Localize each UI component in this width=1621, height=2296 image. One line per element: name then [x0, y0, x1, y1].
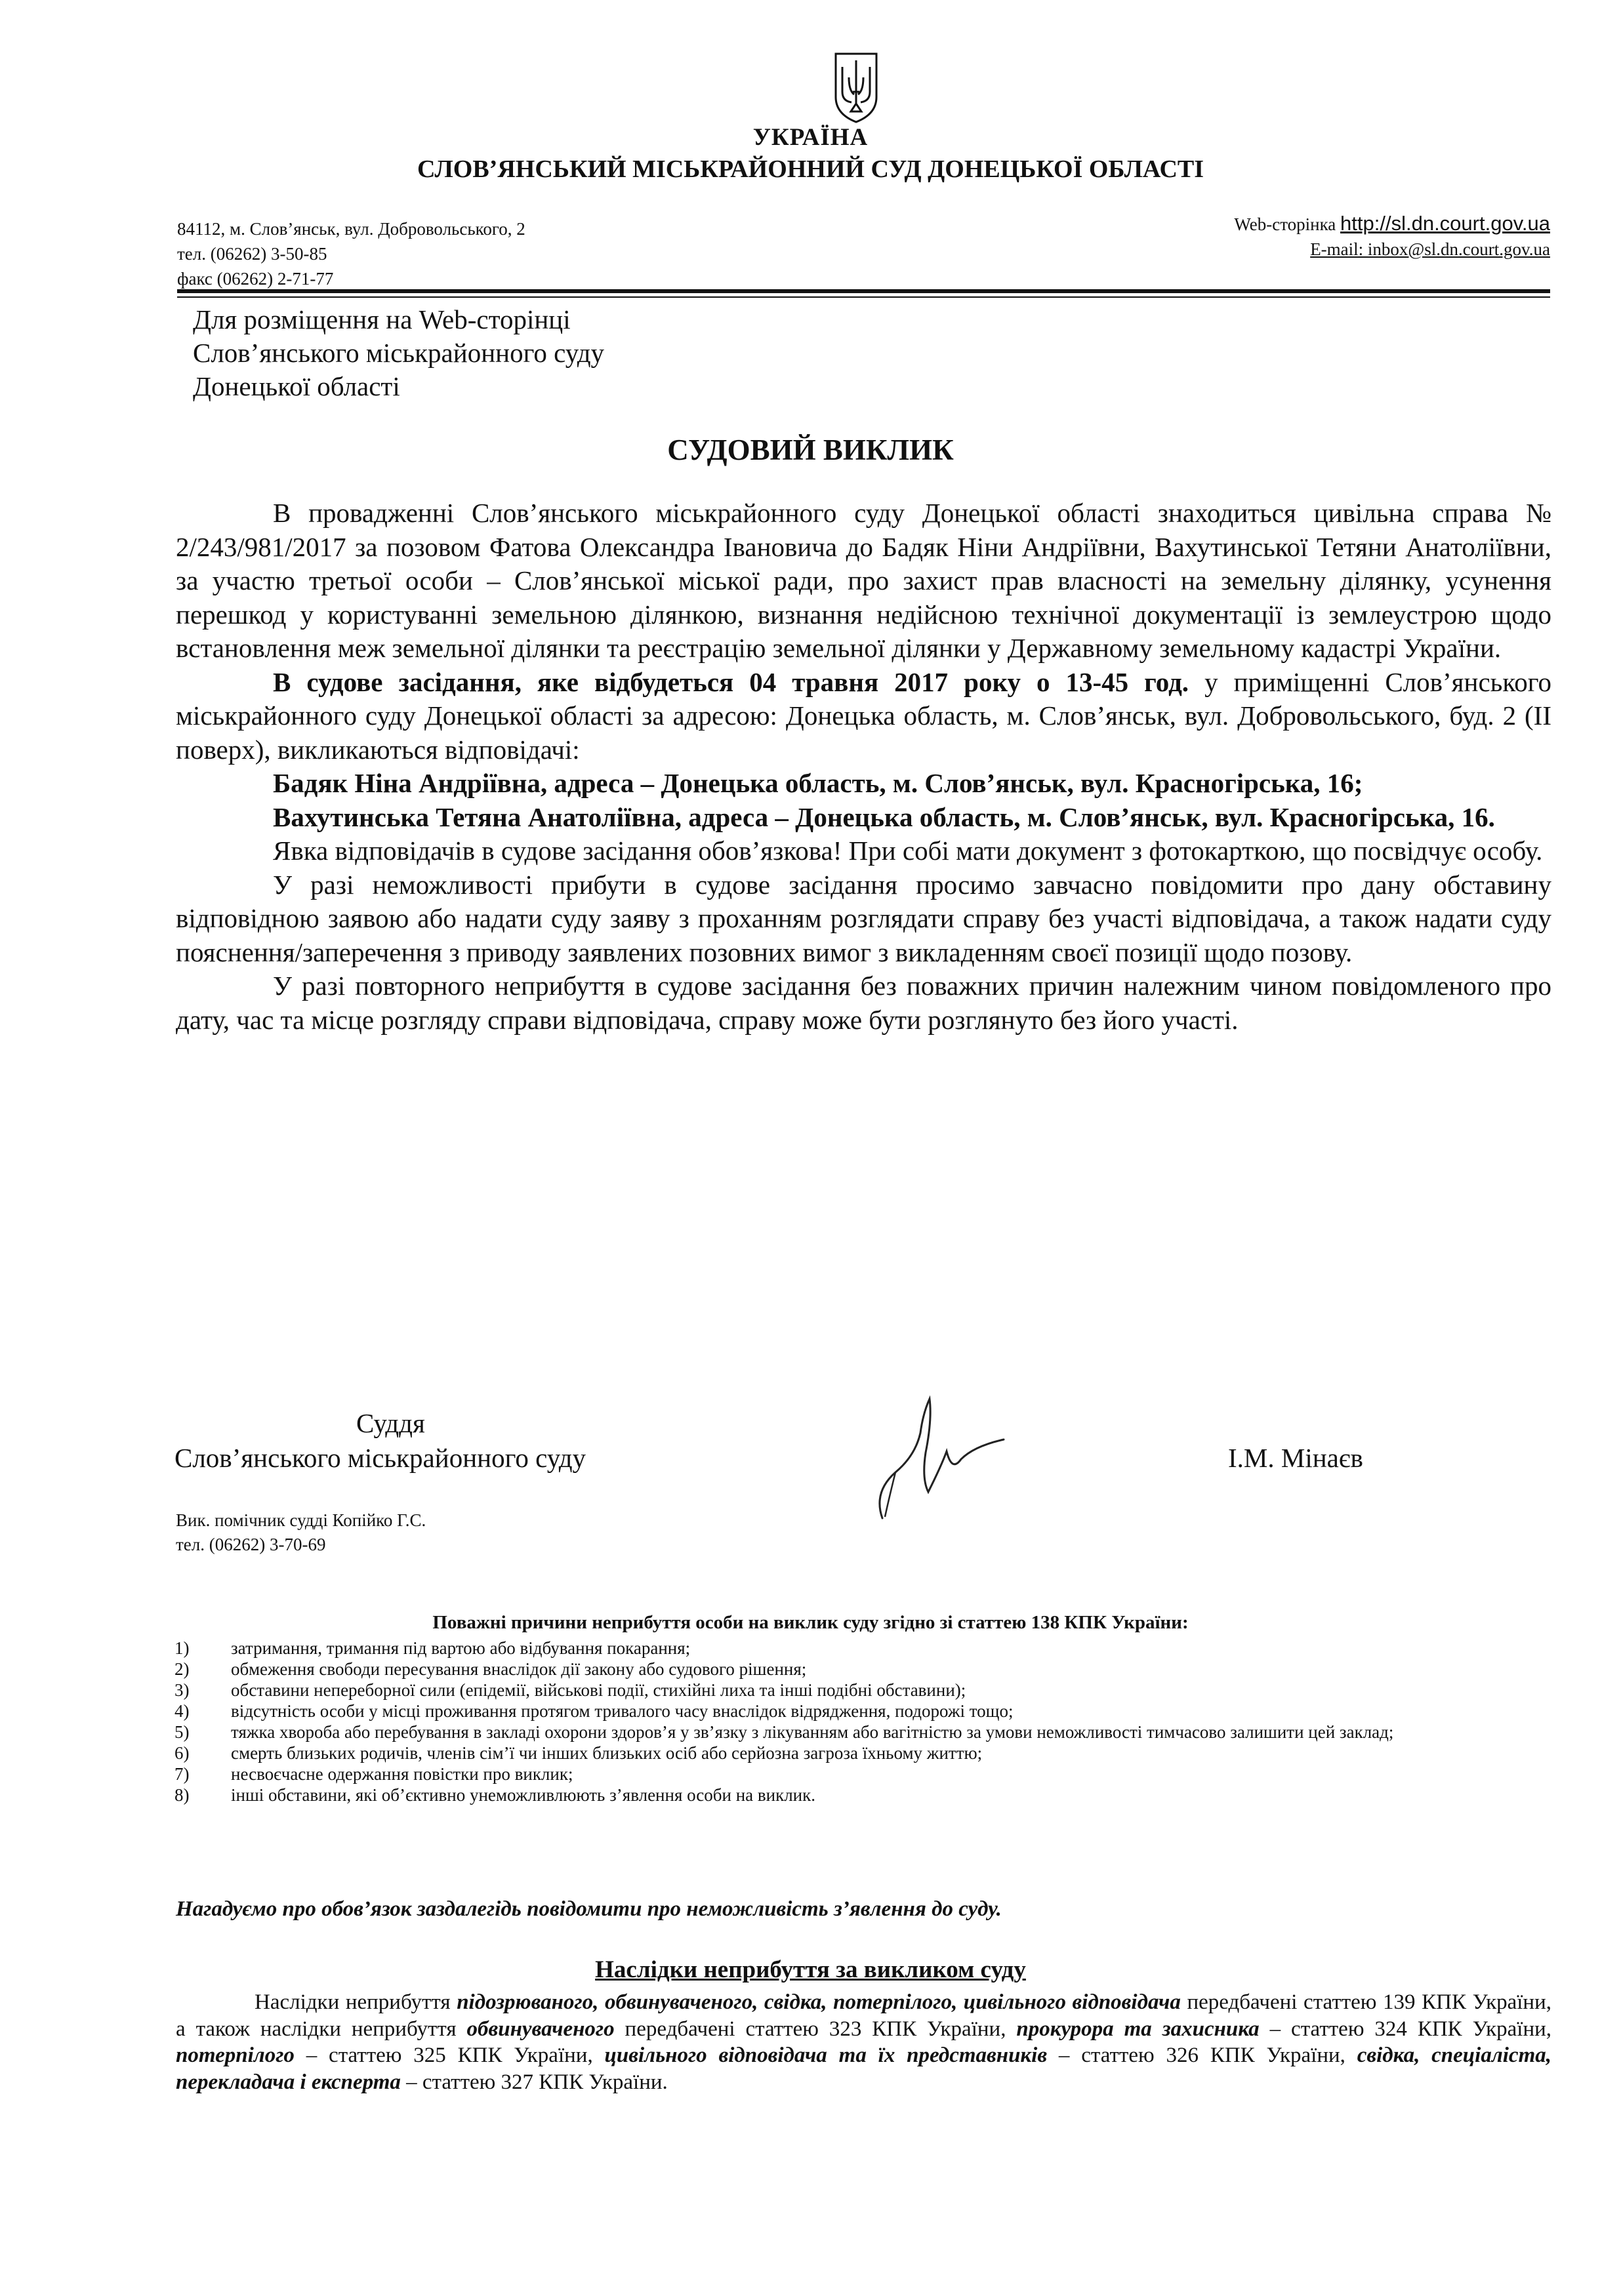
assistant-name: Вик. помічник судді Копійко Г.С. — [176, 1510, 426, 1530]
header-divider-thin — [177, 296, 1550, 298]
document-title: СУДОВИЙ ВИКЛИК — [667, 433, 954, 466]
consequences-paragraph: Наслідки неприбуття підозрюваного, обвинуваченого, свідка, потерпілого, цивільного відповідача передбачені статтею 139 КПК України, а також наслідки неприбуття обвинуваченого передбачені статтею 323 КПК України, прокурора та захисника – статтею 324 КПК України, потерпілого – статтею 325 КПК України, цивільного відповідача та їх представників – статтею 326 КПК України, свідка, спеціаліста, перекладача і експерта – статтею 327 КПК України. — [176, 1990, 1552, 2094]
recipient-line: Донецької області — [193, 371, 400, 401]
reminder-note: Нагадуємо про обов’язок заздалегідь повідомити про неможливість з’явлення до суду. — [176, 1897, 1002, 1921]
recipient-block — [193, 303, 604, 403]
court-address: 84112, м. Слов’янськ, вул. Добровольського, 2 — [177, 219, 525, 239]
list-item: 1) затримання, тримання під вартою або відбування покарання; — [174, 1638, 691, 1658]
web-link[interactable]: http://sl.dn.court.gov.ua — [1340, 212, 1550, 235]
judge-name: І.М. Мінаєв — [1228, 1443, 1363, 1473]
defendant-2: Вахутинська Тетяна Анатоліївна, адреса – Донецька область, м. Слов’янськ, вул. Красногірська, 16. — [273, 801, 1495, 832]
court-web-contacts — [1234, 211, 1550, 262]
judge-court: Слов’янського міськрайонного суду — [174, 1443, 586, 1473]
attendance-paragraph: Явка відповідачів в судове засідання обов’язкова! При собі мати документ з фотокарткою, що посвідчує особу. — [273, 836, 1543, 866]
assistant-phone: тел. (06262) 3-70-69 — [176, 1535, 326, 1554]
court-contacts — [177, 216, 525, 291]
header-divider-thick — [177, 289, 1550, 293]
list-item: 7) несвоєчасне одержання повістки про виклик; — [174, 1764, 573, 1784]
list-item: 2) обмеження свободи пересування внаслідок дії закону або судового рішення; — [174, 1659, 807, 1679]
handwritten-signature — [869, 1394, 1007, 1525]
list-item: 3) обставини непереборної сили (епідемії, військові події, стихійні лиха та інші подібні обставини); — [174, 1680, 966, 1700]
list-item: 4) відсутність особи у місці проживання протягом тривалого часу внаслідок відрядження, подорожі тощо; — [174, 1701, 1014, 1721]
summons-body — [176, 496, 1551, 1037]
judge-title: Суддя — [356, 1408, 425, 1438]
repeat-absence-paragraph: У разі повторного неприбуття в судове засідання без поважних причин належним чином повідомленого про дату, час та місце розгляду справи відповідача, справу може бути розглянуто без його участі. — [176, 971, 1551, 1035]
court-fax: факс (06262) 2-71-77 — [177, 269, 334, 289]
court-phone: тел. (06262) 3-50-85 — [177, 244, 327, 264]
list-item: 6) смерть близьких родичів, членів сім’ї чи інших близьких осіб або серйозна загроза їхньому життю; — [174, 1743, 983, 1763]
coat-of-arms-icon — [833, 51, 879, 125]
consequences-body — [176, 1989, 1551, 2095]
recipient-line: Слов’янського міськрайонного суду — [193, 338, 605, 368]
valid-reasons-title: Поважні причини неприбуття особи на виклик суду згідно зі статтею 138 КПК України: — [432, 1612, 1189, 1633]
recipient-line: Для розміщення на Web-сторінці — [193, 304, 571, 334]
list-item: 5) тяжка хвороба або перебування в закладі охорони здоров’я у зв’язку з лікуванням або вагітністю за умови неможливості тимчасово залишити цей заклад; — [174, 1722, 1394, 1742]
defendant-1: Бадяк Ніна Андріївна, адреса – Донецька область, м. Слов’янськ, вул. Красногірська, 16; — [273, 768, 1363, 798]
case-paragraph: В провадженні Слов’янського міськрайонного суду Донецької області знаходиться цивільна справа № 2/243/981/2017 за позовом Фатова Олександра Івановича до Бадяк Ніни Андріївни, Вахутинської Тетяни Анатоліївни, за участю третьої особи – Слов’янської міської ради, про захист прав власності на земельну ділянку, усунення перешкод у користуванні земельною ділянкою, визнання недійсною технічної документації із землеустрою щодо встановлення меж земельної ділянки та реєстрацію земельної ділянки у Державному земельному кадастрі України. — [176, 498, 1551, 663]
web-label: Web-сторінка — [1234, 214, 1336, 234]
hearing-paragraph — [176, 666, 1551, 767]
list-item: 8) інші обставини, які об’єктивно унеможливлюють з’явлення особи на виклик. — [174, 1785, 815, 1805]
hearing-place: у приміщенні Слов’янського міськрайонного суду Донецької області за адресою: Донецька область, м. Слов’янськ, вул. Добровольського, буд. 2 (ІІ поверх), викликаються відповідачі: — [176, 666, 1551, 765]
hearing-date: В судове засідання, яке відбудеться 04 травня 2017 року о 13-45 год. — [273, 666, 1189, 697]
absence-notice-paragraph: У разі неможливості прибути в судове засідання просимо завчасно повідомити про дану обставину відповідною заявою або надати суду заяву з проханням розглядати справу без участі відповідача, а також надати суду пояснення/заперечення з приводу заявлених позовних вимог з викладенням своєї позиції щодо позову. — [176, 869, 1551, 967]
valid-reasons-list — [174, 1638, 1552, 1805]
court-heading: СЛОВ’ЯНСЬКИЙ МІСЬКРАЙОННИЙ СУД ДОНЕЦЬКОЇ ОБЛАСТІ — [417, 155, 1204, 183]
email-link[interactable]: E-mail: inbox@sl.dn.court.gov.ua — [1310, 239, 1550, 259]
country-heading: УКРАЇНА — [752, 124, 869, 151]
assistant-info — [176, 1508, 426, 1557]
consequences-title: Наслідки неприбуття за викликом суду — [595, 1956, 1026, 1983]
